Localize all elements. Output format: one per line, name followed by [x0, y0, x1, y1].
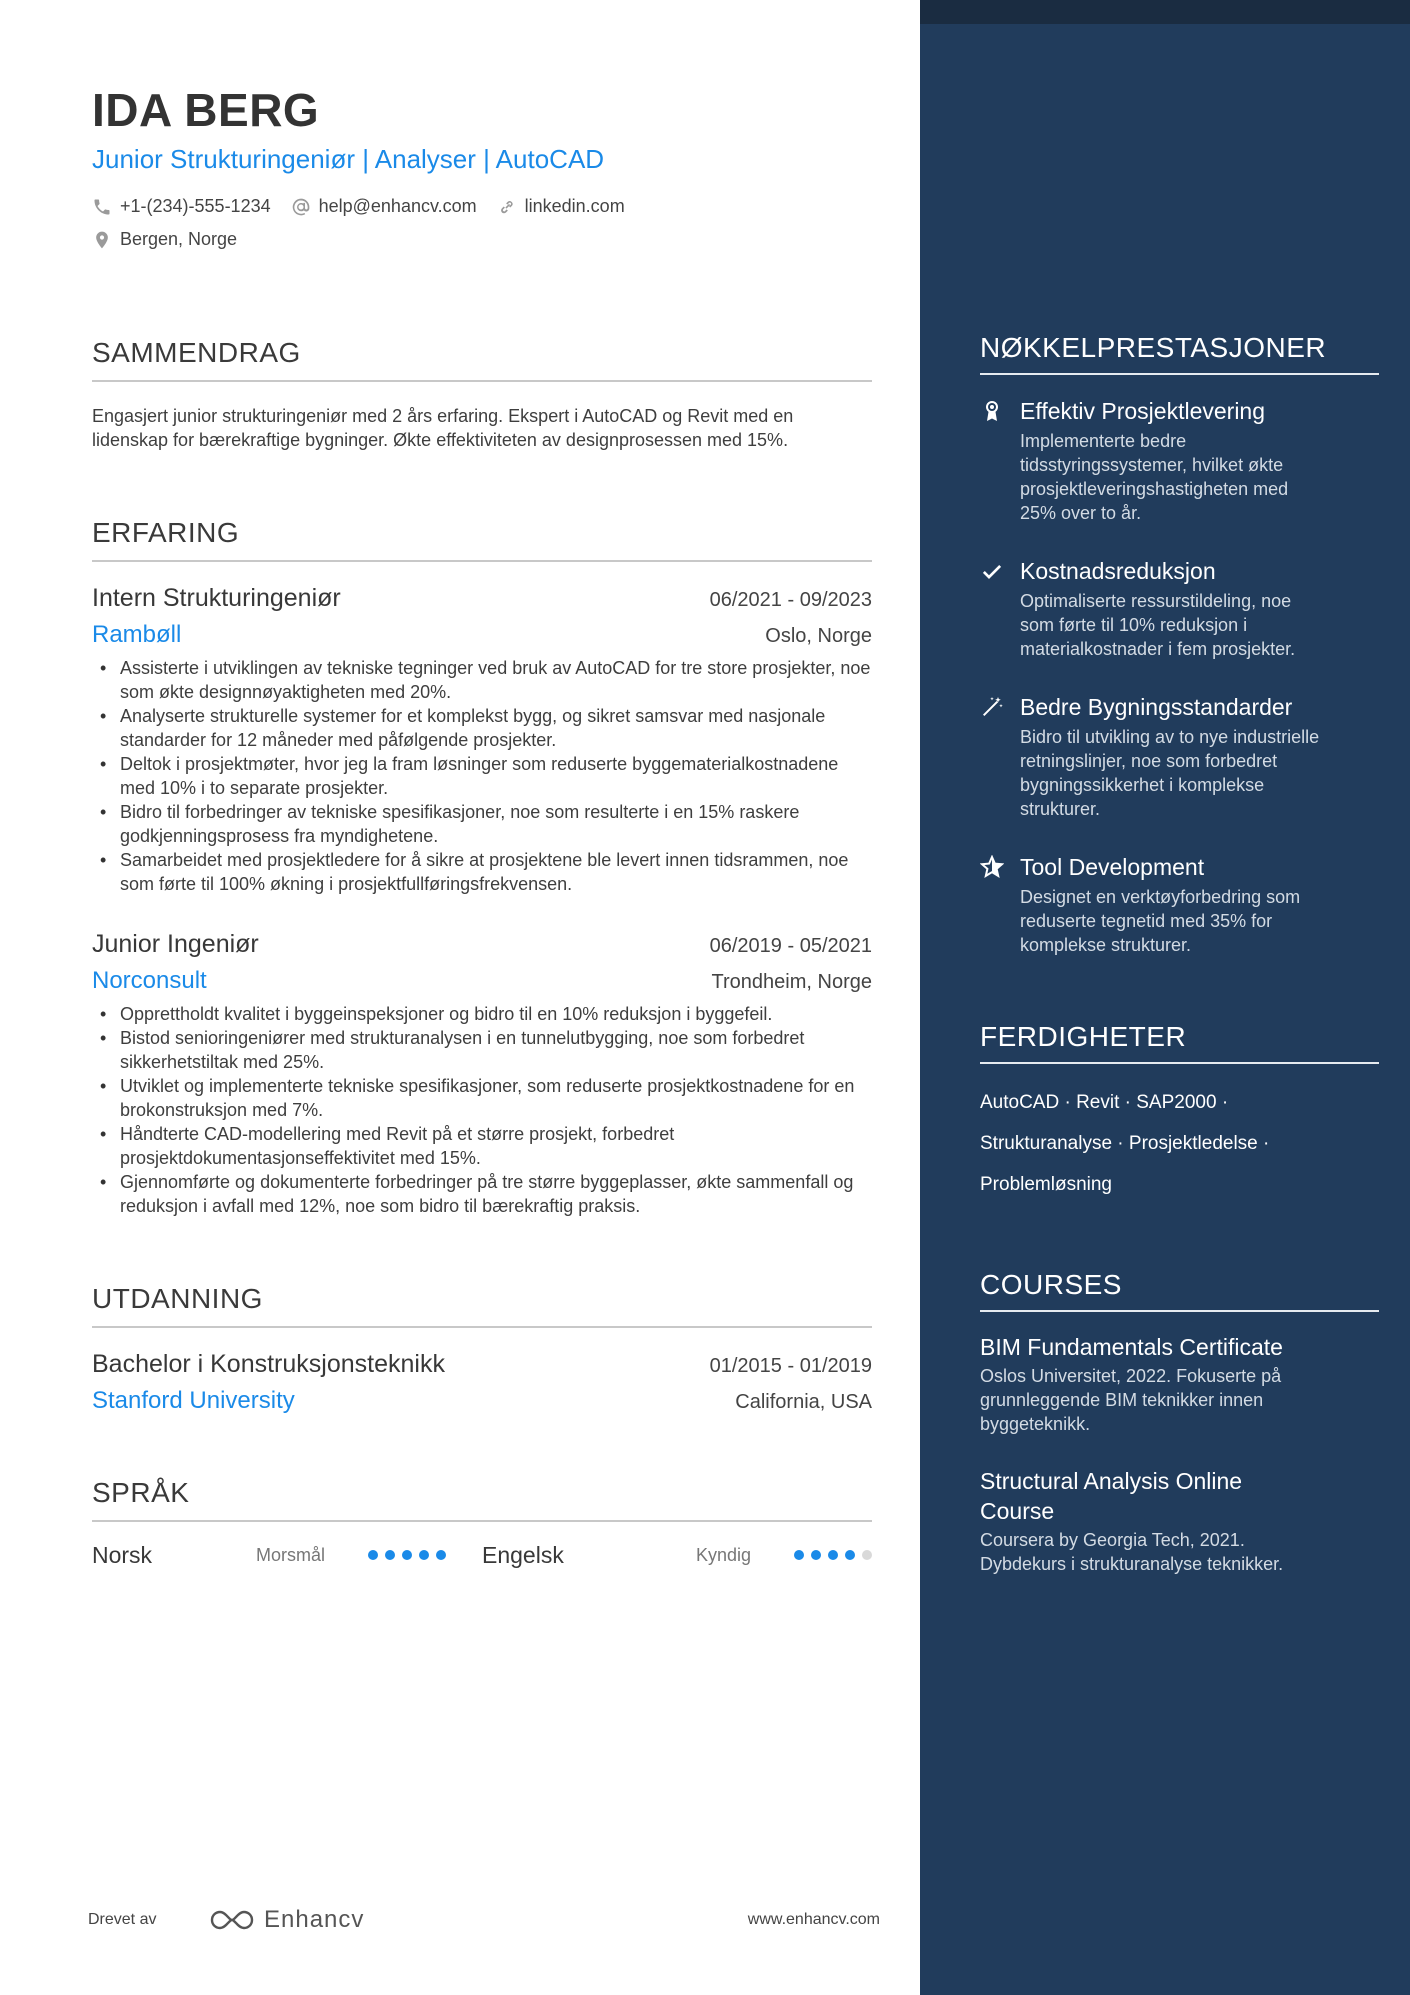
- school-name: Stanford University: [92, 1387, 295, 1414]
- bullet-item: • Gjennomførte og dokumenterte forbedringer på tre større byggeplasser, økte sammenfall og reduksjon i avfall med 12%, noe som bidro til bærekraftig praksis.: [92, 1170, 872, 1218]
- brand-logo[interactable]: [208, 1906, 364, 1934]
- sidebar-top-band: [920, 0, 1410, 24]
- summary-title: SAMMENDRAG: [92, 334, 872, 382]
- education-location: California, USA: [735, 1391, 872, 1413]
- contact-info: [92, 190, 920, 256]
- job-title: Junior Ingeniør: [92, 930, 259, 958]
- achievement-desc: Optimaliserte ressurstildeling, noe som førte til 10% reduksjon i materialkostnader i fem prosjekter.: [1020, 591, 1296, 659]
- education-title: UTDANNING: [92, 1280, 872, 1328]
- brand-name: Enhancv: [264, 1906, 365, 1933]
- email-contact[interactable]: [291, 196, 477, 217]
- job-location: Trondheim, Norge: [711, 971, 872, 993]
- skills-line: Strukturanalyse · Prosjektledelse ·: [980, 1133, 1270, 1154]
- phone-icon: [92, 197, 112, 217]
- job-entry: [92, 580, 872, 896]
- company-name: Norconsult: [92, 967, 207, 994]
- bullet-item: • Utviklet og implementerte tekniske spesifikasjoner, som reduserte prosjektkostnadene for en brokonstruksjon med 7%.: [92, 1074, 872, 1122]
- course-title: BIM Fundamentals Certificate: [980, 1334, 1283, 1360]
- rating-dot: [828, 1550, 838, 1560]
- achievement-title: Effektiv Prosjektlevering: [1020, 398, 1266, 424]
- degree-title: Bachelor i Konstruksjonsteknikk: [92, 1350, 445, 1378]
- achievements-title: NØKKELPRESTASJONER: [980, 330, 1379, 375]
- course-desc: Coursera by Georgia Tech, 2021. Dybdekurs i strukturanalyse teknikker.: [980, 1530, 1284, 1574]
- phone-contact: [92, 196, 271, 217]
- summary-text: Engasjert junior strukturingeniør med 2 års erfaring. Ekspert i AutoCAD og Revit med en lidenskap for bærekraftige bygninger. Økte effektiviteten av designprosessen med 15%.: [92, 406, 794, 450]
- rating-dot: [436, 1550, 446, 1560]
- job-dates: 06/2019 - 05/2021: [709, 935, 872, 957]
- language-level: Morsmål: [255, 1544, 325, 1565]
- job-dates: 06/2021 - 09/2023: [709, 589, 872, 611]
- rating-dot: [385, 1550, 395, 1560]
- candidate-headline: Junior Strukturingeniør | Analyser | AutoCAD: [92, 144, 605, 174]
- footer: [88, 1900, 880, 1940]
- job-title: Intern Strukturingeniør: [92, 584, 341, 612]
- link-contact[interactable]: [497, 196, 625, 217]
- course-item: [980, 1466, 1379, 1576]
- skills-title: FERDIGHETER: [980, 1019, 1379, 1064]
- experience-title: ERFARING: [92, 514, 872, 562]
- achievement-item: [980, 555, 1379, 661]
- language-item: [482, 1542, 872, 1569]
- rating-dot: [794, 1550, 804, 1560]
- education-dates: 01/2015 - 01/2019: [709, 1355, 872, 1377]
- check-icon: [980, 559, 1004, 583]
- bullet-item: • Assisterte i utviklingen av tekniske tegninger ved bruk av AutoCAD for tre store prosjekter, noe som økte designnøyaktigheten med 20%.: [92, 656, 872, 704]
- job-entry: [92, 926, 872, 1218]
- magic-wand-icon: [980, 695, 1004, 719]
- achievement-title: Kostnadsreduksjon: [1020, 558, 1216, 584]
- at-icon: [291, 197, 311, 217]
- courses-title: COURSES: [980, 1267, 1379, 1312]
- powered-by-text: Drevet av: [88, 1911, 157, 1928]
- language-item: [92, 1542, 482, 1569]
- footer-url[interactable]: www.enhancv.com: [747, 1911, 880, 1928]
- languages-section: [92, 1474, 872, 1574]
- achievement-item: [980, 691, 1379, 821]
- achievement-item: [980, 851, 1379, 957]
- achievement-desc: Bidro til utvikling av to nye industrielle retningslinjer, noe som forbedret bygningssikkerhet i komplekse strukturer.: [1020, 727, 1320, 819]
- rating-dot: [862, 1550, 872, 1560]
- rating-dot: [419, 1550, 429, 1560]
- bullet-item: • Håndterte CAD-modellering med Revit på et større prosjekt, forbedret prosjektdokumentasjonseffektivitet med 15%.: [92, 1122, 872, 1170]
- phone-text: +1-(234)-555-1234: [120, 196, 271, 216]
- language-rating: [361, 1550, 446, 1560]
- job-bullets: [92, 1002, 872, 1218]
- skills-list: [980, 1082, 1379, 1205]
- experience-section: [92, 514, 872, 1218]
- achievement-desc: Designet en verktøyforbedring som reduserte tegnetid med 35% for komplekse strukturer.: [1020, 887, 1301, 955]
- rating-dot: [811, 1550, 821, 1560]
- job-bullets: [92, 656, 872, 896]
- star-icon: [980, 855, 1004, 879]
- candidate-name: IDA BERG: [92, 84, 320, 136]
- rating-dot: [368, 1550, 378, 1560]
- bullet-item: • Deltok i prosjektmøter, hvor jeg la fram løsninger som reduserte byggematerialkostnadene med 10% i to separate prosjekter.: [92, 752, 872, 800]
- bullet-item: • Opprettholdt kvalitet i byggeinspeksjoner og bidro til en 10% reduksjon i byggefeil.: [92, 1002, 872, 1026]
- award-icon: [980, 399, 1004, 423]
- achievement-title: Tool Development: [1020, 854, 1205, 880]
- location-text: Bergen, Norge: [120, 229, 238, 249]
- company-name: Rambøll: [92, 621, 182, 648]
- bullet-item: • Samarbeidet med prosjektledere for å sikre at prosjektene ble levert innen tidsrammen, noe som førte til 100% økning i prosjektfullføringsfrekvensen.: [92, 848, 872, 896]
- course-item: [980, 1332, 1379, 1436]
- language-rating: [787, 1550, 872, 1560]
- enhancv-logo-icon: [208, 1906, 256, 1934]
- skills-line: Problemløsning: [980, 1174, 1112, 1195]
- bullet-item: • Bistod senioringeniører med strukturanalysen i en tunnelutbygging, noe som forbedret sikkerhetstiltak med 25%.: [92, 1026, 872, 1074]
- bullet-item: • Analyserte strukturelle systemer for et komplekst bygg, og sikret samsvar med nasjonale standarder for 12 måneder med påfølgende prosjekter.: [92, 704, 872, 752]
- link-icon: [497, 197, 517, 217]
- rating-dot: [845, 1550, 855, 1560]
- link-text: linkedin.com: [524, 196, 625, 216]
- location-pin-icon: [92, 230, 112, 250]
- email-text: help@enhancv.com: [318, 196, 477, 216]
- bullet-item: • Bidro til forbedringer av tekniske spesifikasjoner, noe som resulterte i en 15% raskere godkjenningsprosess fra myndighetene.: [92, 800, 872, 848]
- skills-line: AutoCAD · Revit · SAP2000 ·: [980, 1092, 1229, 1113]
- job-location: Oslo, Norge: [765, 625, 872, 647]
- summary-section: [92, 334, 872, 452]
- language-name: Norsk: [92, 1541, 153, 1568]
- languages-title: SPRÅK: [92, 1474, 872, 1522]
- language-name: Engelsk: [482, 1541, 564, 1568]
- achievement-desc: Implementerte bedre tidsstyringssystemer, hvilket økte prosjektleveringshastigheten med 25% over to år.: [1020, 431, 1289, 523]
- sidebar: [920, 0, 1410, 1995]
- rating-dot: [402, 1550, 412, 1560]
- education-section: [92, 1280, 872, 1420]
- course-title: Structural Analysis Online Course: [980, 1468, 1243, 1524]
- achievement-title: Bedre Bygningsstandarder: [1020, 694, 1293, 720]
- language-level: Kyndig: [695, 1544, 751, 1565]
- location-contact: [92, 229, 237, 250]
- achievement-item: [980, 395, 1379, 525]
- course-desc: Oslos Universitet, 2022. Fokuserte på grunnleggende BIM teknikker innen byggeteknikk.: [980, 1366, 1282, 1434]
